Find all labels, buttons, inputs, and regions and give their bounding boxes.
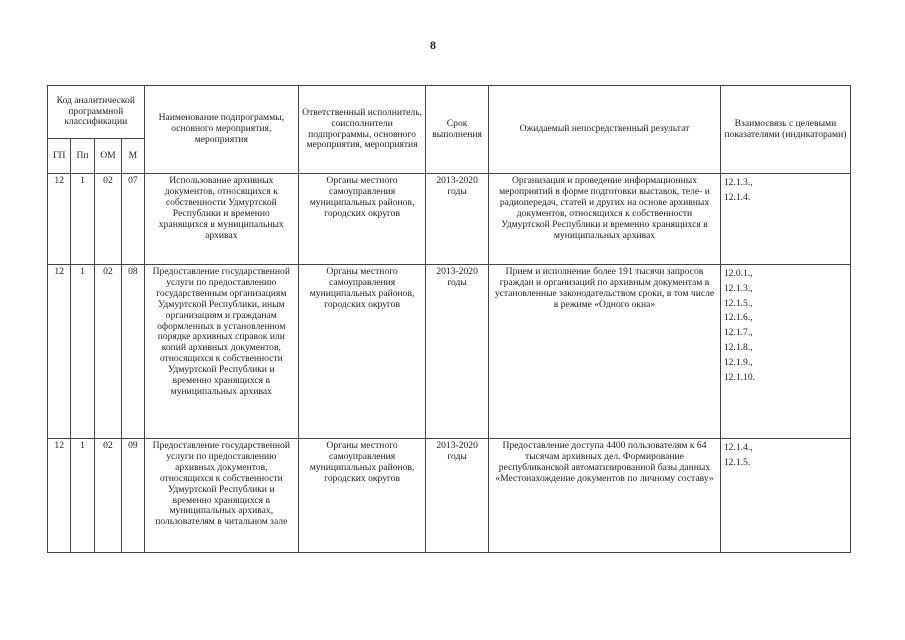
- cell-indicators: [720, 174, 850, 265]
- indicator: 12.1.10.: [723, 371, 756, 383]
- cell-name: Предоставление государственной услуги по предоставлению архивных документов, относящихся к собственности Удмуртской Республики и временно хранящихся в муниципальных архивах, пользователям в читальном зале: [144, 439, 299, 553]
- header-result: Ожидаемый непосредственный результат: [489, 86, 721, 174]
- cell-responsible: Органы местного самоуправления муниципальных районов, городских округов: [299, 439, 426, 553]
- indicator: 12.0.1.,: [723, 268, 753, 279]
- cell-result: Предоставление доступа 4400 пользователям к 64 тысячам архивных дел. Формирование республиканской автоматизированной базы данных «Местонахождение документов по личному составу»: [489, 439, 721, 553]
- page-number: 8: [430, 38, 436, 52]
- indicator: 12.1.3.,: [723, 282, 753, 294]
- indicator: 12.1.5.,: [723, 297, 753, 309]
- cell-term: 2013-2020 годы: [426, 174, 489, 265]
- cell-responsible: Органы местного самоуправления муниципальных районов, городских округов: [299, 174, 426, 265]
- cell-om: 02: [94, 174, 121, 265]
- cell-result: Организация и проведение информационных мероприятий в форме подготовки выставок, теле- и радиопередач, статей и других на основе архивных документов, относящихся к собственности Удмуртской Республики и временно хранящихся в муниципальных архивах: [489, 174, 721, 265]
- cell-name: Использование архивных документов, относящихся к собственности Удмуртской Республики и временно хранящихся в муниципальных архивах: [144, 174, 299, 265]
- cell-om: 02: [94, 439, 121, 553]
- cell-m: 07: [122, 174, 144, 265]
- header-term: Срок выполнения: [426, 86, 489, 174]
- cell-indicators: [720, 439, 850, 553]
- table-row: [48, 174, 851, 265]
- header-m: М: [122, 139, 144, 174]
- cell-om: 02: [94, 265, 121, 439]
- cell-gp: 12: [48, 174, 71, 265]
- cell-responsible: Органы местного самоуправления муниципальных районов, городских округов: [299, 265, 426, 439]
- header-indicators: Взаимосвязь с целевыми показателями (индикаторами): [720, 86, 850, 174]
- header-name: Наименование подпрограммы, основного мероприятия, мероприятия: [144, 86, 299, 174]
- indicator: 12.1.7.,: [723, 327, 753, 339]
- table-row: [48, 439, 851, 553]
- cell-term: 2013-2020 годы: [426, 439, 489, 553]
- cell-result: Прием и исполнение более 191 тысячи запросов граждан и организаций по архивным документам в установленные законодательством сроки, в том числе в режиме «Одного окна»: [489, 265, 721, 439]
- indicator: 12.1.5.: [723, 456, 751, 468]
- cell-m: 09: [122, 439, 144, 553]
- cell-name: Предоставление государственной услуги по предоставлению государственным организациям Удмуртской Республики, иным организациям и гражданам оформленных в установленном порядке архивных справок или копий архивных документов, относящихся к собственности Удмуртской Республики и временно хранящихся в муниципальных архивах: [144, 265, 299, 439]
- header-pp: Пп: [71, 139, 94, 174]
- indicator: 12.1.4.: [723, 191, 751, 203]
- header-code-group: Код аналитической программной классификации: [48, 86, 145, 139]
- header-om: ОМ: [94, 139, 121, 174]
- cell-gp: 12: [48, 439, 71, 553]
- indicator: 12.1.3.,: [723, 177, 753, 188]
- cell-pp: 1: [71, 439, 94, 553]
- cell-indicators: [720, 265, 850, 439]
- cell-pp: 1: [71, 265, 94, 439]
- header-gp: ГП: [48, 139, 71, 174]
- cell-term: 2013-2020 годы: [426, 265, 489, 439]
- indicator: 12.1.4.,: [723, 442, 753, 453]
- header-responsible: Ответственный исполнитель, соисполнители подпрограммы, основного мероприятия, мероприятия: [299, 86, 426, 174]
- indicator: 12.1.9.,: [723, 356, 753, 368]
- program-table: [47, 85, 851, 553]
- cell-gp: 12: [48, 265, 71, 439]
- cell-pp: 1: [71, 174, 94, 265]
- cell-m: 08: [122, 265, 144, 439]
- indicator: 12.1.8.,: [723, 341, 753, 353]
- table-row: [48, 265, 851, 439]
- indicator: 12.1.6.,: [723, 312, 753, 324]
